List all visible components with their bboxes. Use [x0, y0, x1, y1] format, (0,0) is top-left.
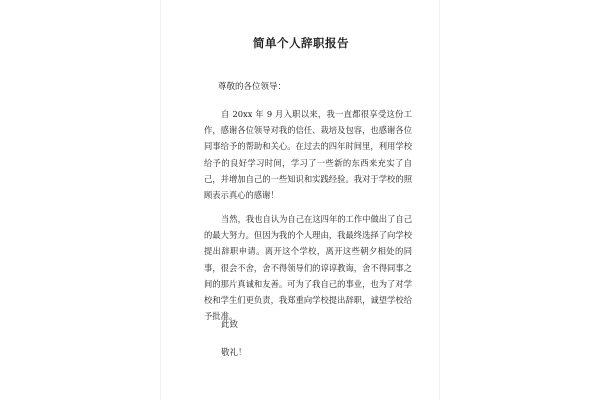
salutation: 尊敬的各位领导： [218, 82, 287, 92]
document-title: 简单个人辞职报告 [253, 36, 349, 50]
document-page [160, 0, 440, 400]
closing-line-1: 此致 [221, 320, 239, 330]
body-paragraph-2: 当然，我也自认为自己在这四年的工作中做出了自己的最大努力。但因为我的个人理由，我最终选择了向学校提出辞职申请。离开这个学校，离开这些朝夕相处的同事，很会不舍，舍不得领导们的谆谆教诲，舍不得同事之间的那片真诚和友善。可为了我自己的事业，也为了对学校和学生们更负责，我郑重向学校提出辞职，诚望学校给予批准。 [204, 214, 412, 322]
body-paragraph-1: 自 20xx 年 9 月入职以来，我一直都很享受这份工作，感谢各位领导对我的信任、栽培及包容，也感谢各位同事给予的帮助和关心。在过去的四年时间里，利用学校给予的良好学习时间，学习了一些新的东西来充实了自己，并增加自己的一些知识和实践经验。我对于学校的照顾表示真心的感谢！ [204, 109, 412, 201]
closing-line-2: 敬礼！ [221, 348, 247, 358]
